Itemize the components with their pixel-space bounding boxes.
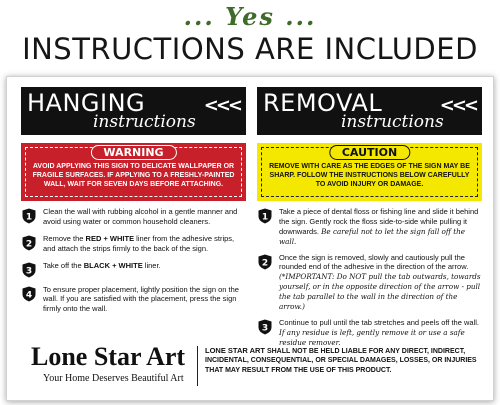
hanging-banner bbox=[21, 87, 246, 135]
list-item bbox=[257, 207, 482, 247]
caution-label: CAUTION bbox=[329, 145, 410, 160]
step-number-icon bbox=[257, 208, 273, 224]
step-number-icon bbox=[21, 286, 37, 302]
step-text: Continue to pull until the tab stretches and peels off the wall. If any residue is left, gently remove it or use a safe residue remover. bbox=[279, 317, 479, 347]
disclaimer: LONE STAR ART SHALL NOT BE HELD LIABLE FOR ANY DIRECT, INDIRECT, INCIDENTAL, CONSEQUENTIAL, OR SPECIAL DAMAGES, LOSSES, OR INJURIES THAT MAY RESULT FROM THE USE OF THIS PRODUCT. bbox=[205, 346, 477, 374]
svg-text:4: 4 bbox=[25, 290, 33, 301]
footer bbox=[21, 342, 481, 392]
caution-box bbox=[257, 143, 482, 201]
removal-steps bbox=[257, 207, 482, 348]
hanging-steps bbox=[21, 207, 246, 314]
tagline-yes: ... Yes ... bbox=[183, 2, 317, 31]
warning-label: WARNING bbox=[90, 145, 176, 160]
svg-text:1: 1 bbox=[25, 212, 33, 223]
svg-text:2: 2 bbox=[261, 258, 269, 269]
removal-column bbox=[257, 87, 482, 354]
svg-text:2: 2 bbox=[25, 239, 33, 250]
step-text: Take off the BLACK + WHITE liner. bbox=[43, 260, 161, 270]
step-text: Take a piece of dental floss or fishing line and slide it behind the sign. Gently rock the floss side-to-side while pulling it downwards. Be careful not to let the sign fall off the wall. bbox=[279, 207, 479, 246]
step-number-icon bbox=[21, 235, 37, 251]
warning-box bbox=[21, 143, 246, 201]
step-text: Remove the RED + WHITE liner from the adhesive strips, and attach the strips firmly to the back of the sign. bbox=[43, 233, 235, 253]
footer-divider bbox=[197, 346, 198, 386]
step-number-icon bbox=[21, 262, 37, 278]
list-item bbox=[21, 207, 246, 227]
svg-text:1: 1 bbox=[261, 212, 269, 223]
step-number-icon bbox=[21, 208, 37, 224]
step-number-icon bbox=[257, 319, 273, 335]
brand-logo-name: Lone Star Art bbox=[31, 342, 186, 371]
page-heading: INSTRUCTIONS ARE INCLUDED bbox=[22, 32, 478, 66]
chevrons-left-icon: <<< bbox=[439, 95, 476, 116]
warning-text: AVOID APPLYING THIS SIGN TO DELICATE WALLPAPER OR FRAGILE SURFACES. IF APPLYING TO A FRESHLY-PAINTED WALL, WAIT FOR SEVEN DAYS BEFORE ATTACHING. bbox=[32, 163, 235, 188]
hanging-subtitle: instructions bbox=[93, 112, 196, 132]
svg-text:3: 3 bbox=[25, 266, 33, 277]
removal-title: REMOVAL bbox=[263, 89, 383, 117]
step-text: Once the sign is removed, slowly and cautiously pull the rounded end of the adhesive in the direction of the arrow. (*IMPORTANT: Do NOT pull the tab outwards, towards yourself, or in the opposite direction of the arrow - pull the tab parallel to the wall in the direction of the arrow.) bbox=[279, 252, 481, 312]
hanging-title: HANGING bbox=[27, 89, 146, 117]
list-item bbox=[257, 253, 482, 312]
chevrons-left-icon: <<< bbox=[203, 95, 240, 116]
brand-tagline: Your Home Deserves Beautiful Art bbox=[43, 373, 184, 384]
list-item bbox=[21, 285, 246, 315]
svg-text:3: 3 bbox=[261, 323, 269, 334]
hanging-column bbox=[21, 87, 246, 321]
caution-text: REMOVE WITH CARE AS THE EDGES OF THE SIGN MAY BE SHARP. FOLLOW THE INSTRUCTIONS BELOW CAREFULLY TO AVOID INJURY OR DAMAGE. bbox=[269, 163, 470, 188]
list-item bbox=[21, 234, 246, 254]
removal-subtitle: instructions bbox=[341, 112, 444, 132]
instruction-card bbox=[6, 76, 494, 401]
step-text: To ensure proper placement, lightly position the sign on the wall. If you are satisfied with the placement, press the sign firmly onto the wall. bbox=[43, 284, 239, 314]
list-item bbox=[21, 261, 246, 278]
step-number-icon bbox=[257, 254, 273, 270]
removal-banner bbox=[257, 87, 482, 135]
step-text: Clean the wall with rubbing alcohol in a gentle manner and avoid using water or common household cleaners. bbox=[43, 207, 238, 226]
